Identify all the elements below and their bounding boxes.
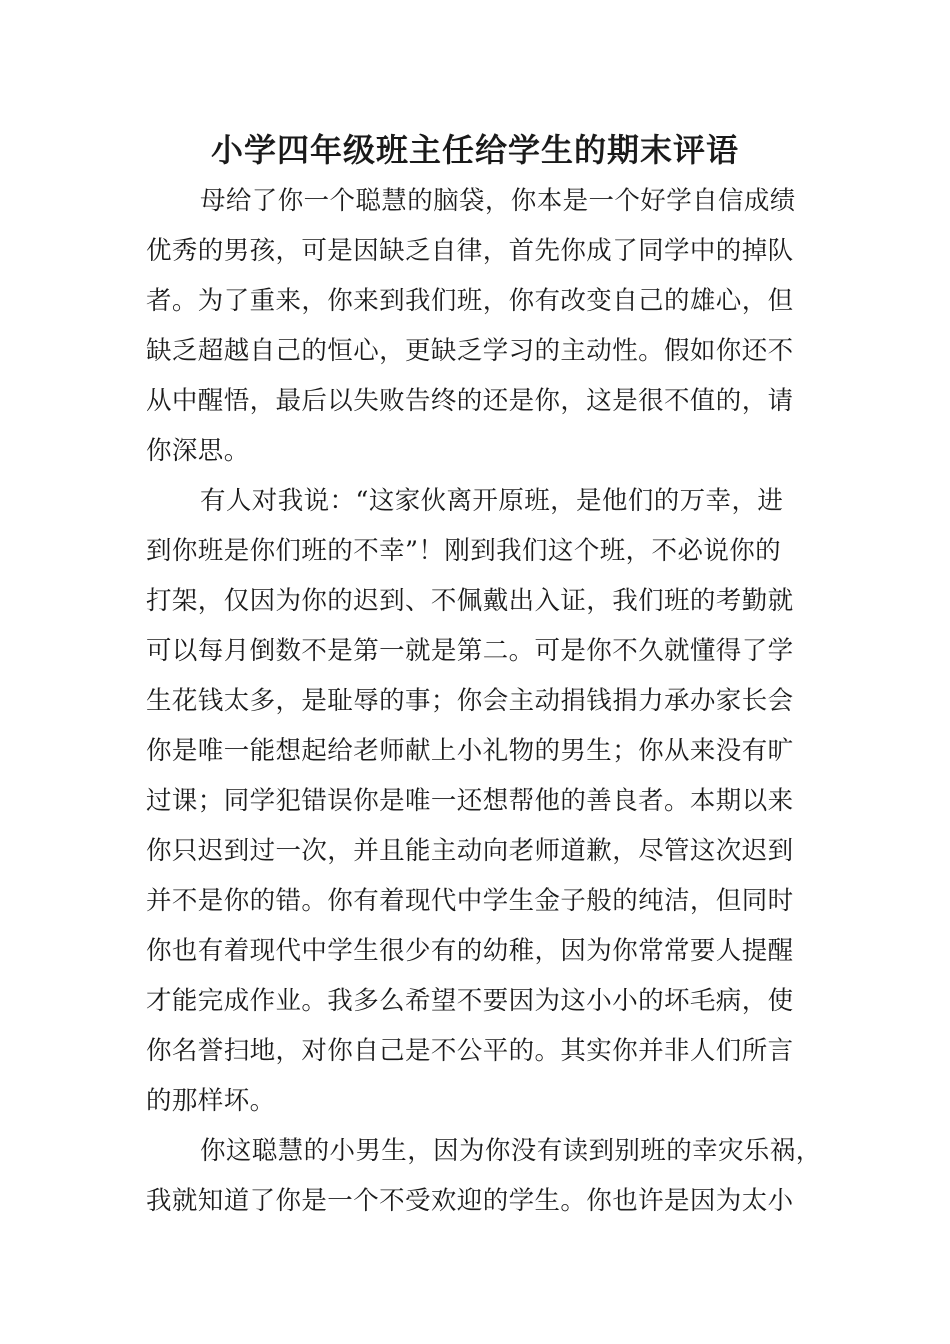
text-line: 你深思。 [146, 436, 250, 466]
text-line: 优秀的男孩，可是因缺乏自律，首先你成了同学中的掉队 [146, 236, 794, 266]
paragraph-3 [146, 1126, 826, 1226]
text-line: 母给了你一个聪慧的脑袋，你本是一个好学自信成绩 [200, 186, 796, 216]
text-line: 你也有着现代中学生很少有的幼稚，因为你常常要人提醒 [146, 936, 794, 966]
text-line: 并不是你的错。你有着现代中学生金子般的纯洁，但同时 [146, 886, 794, 916]
text-line: 到你班是你们班的不幸”！刚到我们这个班，不必说你的 [146, 536, 782, 566]
text-line: 才能完成作业。我多么希望不要因为这小小的坏毛病，使 [146, 986, 794, 1016]
text-line: 你这聪慧的小男生，因为你没有读到别班的幸灾乐祸， [200, 1136, 822, 1166]
paragraph-2 [146, 476, 826, 1126]
text-line: 可以每月倒数不是第一就是第二。可是你不久就懂得了学 [146, 636, 794, 666]
text-line: 你名誉扫地，对你自己是不公平的。其实你并非人们所言 [146, 1036, 794, 1066]
document-title: 小学四年级班主任给学生的期末评语 [210, 131, 739, 169]
text-line: 你是唯一能想起给老师献上小礼物的男生；你从来没有旷 [146, 736, 794, 766]
text-line: 生花钱太多，是耻辱的事；你会主动捐钱捐力承办家长会 [146, 686, 794, 716]
text-line: 有人对我说：“这家伙离开原班，是他们的万幸，进 [200, 486, 784, 516]
text-line: 的那样坏。 [146, 1086, 276, 1116]
text-line: 过课；同学犯错误你是唯一还想帮他的善良者。本期以来 [146, 786, 794, 816]
text-line: 打架，仅因为你的迟到、不佩戴出入证，我们班的考勤就 [146, 586, 794, 616]
paragraph-1 [146, 176, 826, 476]
text-line: 者。为了重来，你来到我们班，你有改变自己的雄心，但 [146, 286, 794, 316]
text-line: 我就知道了你是一个不受欢迎的学生。你也许是因为太小 [146, 1186, 794, 1216]
text-line: 缺乏超越自己的恒心，更缺乏学习的主动性。假如你还不 [146, 336, 794, 366]
text-line: 从中醒悟，最后以失败告终的还是你，这是很不值的，请 [146, 386, 794, 416]
text-line: 你只迟到过一次，并且能主动向老师道歉，尽管这次迟到 [146, 836, 794, 866]
document-body [146, 176, 826, 1226]
